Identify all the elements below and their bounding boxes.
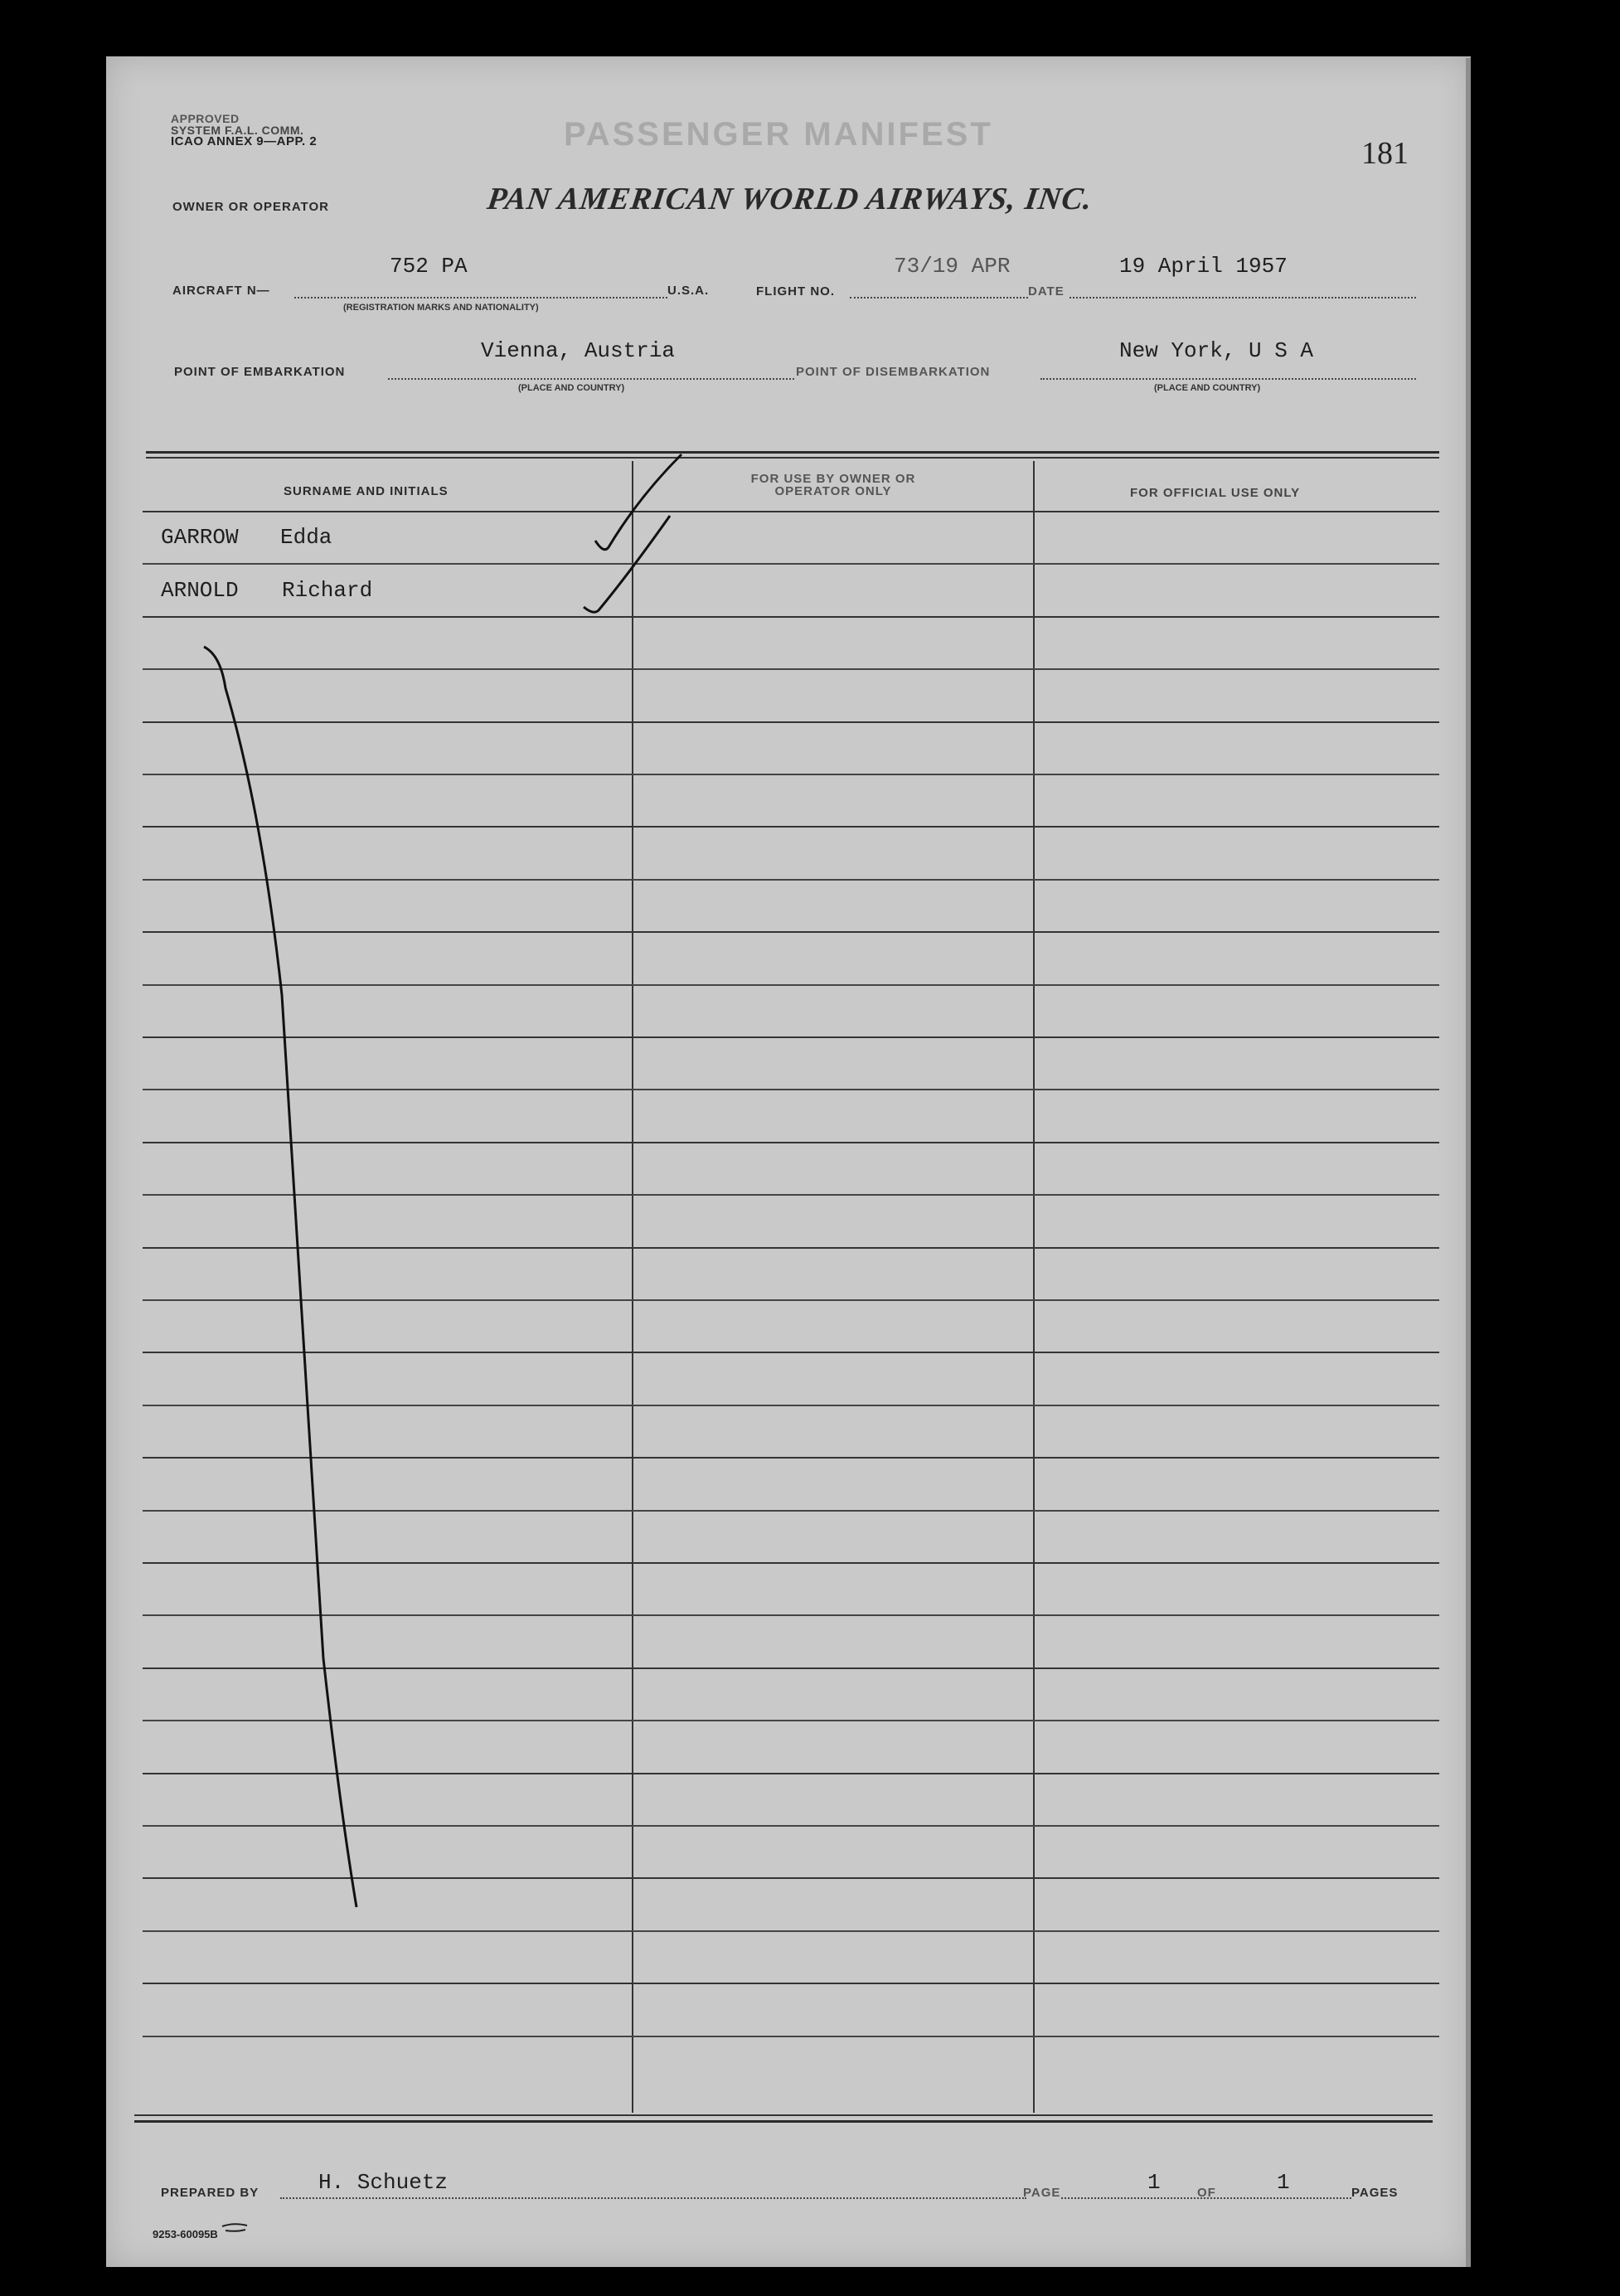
flight-value: 73/19 APR: [894, 254, 1011, 279]
table-bottom-rule-2: [134, 2120, 1433, 2123]
disembarkation-sublabel: (PLACE AND COUNTRY): [1154, 383, 1261, 393]
of-label: OF: [1197, 2186, 1216, 2200]
aircraft-sublabel: (REGISTRATION MARKS AND NATIONALITY): [343, 303, 539, 313]
aircraft-value: 752 PA: [390, 254, 468, 279]
check-mark-icon: [584, 516, 670, 612]
owner-value-stamp: PAN AMERICAN WORLD AIRWAYS, INC.: [485, 182, 1095, 216]
page-value: 1: [1147, 2170, 1161, 2195]
embarkation-sublabel: (PLACE AND COUNTRY): [518, 383, 625, 393]
strike-through-line: [204, 647, 356, 1907]
passenger-surname: GARROW: [161, 525, 239, 550]
of-value: 1: [1277, 2170, 1290, 2195]
table-bottom-rule: [134, 2114, 1433, 2116]
passenger-given-name: Richard: [282, 578, 373, 603]
check-mark-icon: [595, 454, 681, 550]
header-surname: SURNAME AND INITIALS: [284, 484, 449, 498]
approval-stamp-mark: [222, 2224, 247, 2231]
form-code: 9253-60095B: [153, 2228, 218, 2240]
prepared-by-label: PREPARED BY: [161, 2186, 259, 2200]
owner-label: OWNER OR OPERATOR: [172, 200, 329, 214]
disembarkation-value: New York, U S A: [1119, 338, 1314, 363]
pages-label: PAGES: [1351, 2186, 1399, 2200]
approval-line: SYSTEM F.A.L. COMM.: [171, 124, 304, 137]
flight-label: FLIGHT NO.: [756, 284, 835, 299]
header-official-use: FOR OFFICIAL USE ONLY: [1130, 486, 1301, 500]
embarkation-label: POINT OF EMBARKATION: [174, 365, 346, 379]
page-underline: [1061, 2197, 1351, 2199]
date-label: DATE: [1028, 284, 1065, 299]
header-owner-use: FOR USE BY OWNER OR OPERATOR ONLY: [750, 472, 916, 498]
passenger-surname: ARNOLD: [161, 578, 239, 603]
approval-line: ICAO ANNEX 9—APP. 2: [171, 134, 318, 148]
page-title: PASSENGER MANIFEST: [564, 116, 993, 153]
prepared-by-value: H. Schuetz: [318, 2170, 449, 2195]
page-label: PAGE: [1023, 2186, 1061, 2200]
prepared-by-underline: [280, 2197, 1026, 2199]
disembarkation-label: POINT OF DISEMBARKATION: [796, 365, 991, 379]
aircraft-label: AIRCRAFT N—: [172, 284, 270, 298]
embarkation-value: Vienna, Austria: [481, 338, 676, 363]
page-number-stamp: 181: [1361, 136, 1409, 171]
approval-line: APPROVED: [171, 112, 240, 125]
passenger-given-name: Edda: [280, 525, 332, 550]
date-value: 19 April 1957: [1119, 254, 1288, 279]
usa-label: U.S.A.: [667, 284, 710, 298]
